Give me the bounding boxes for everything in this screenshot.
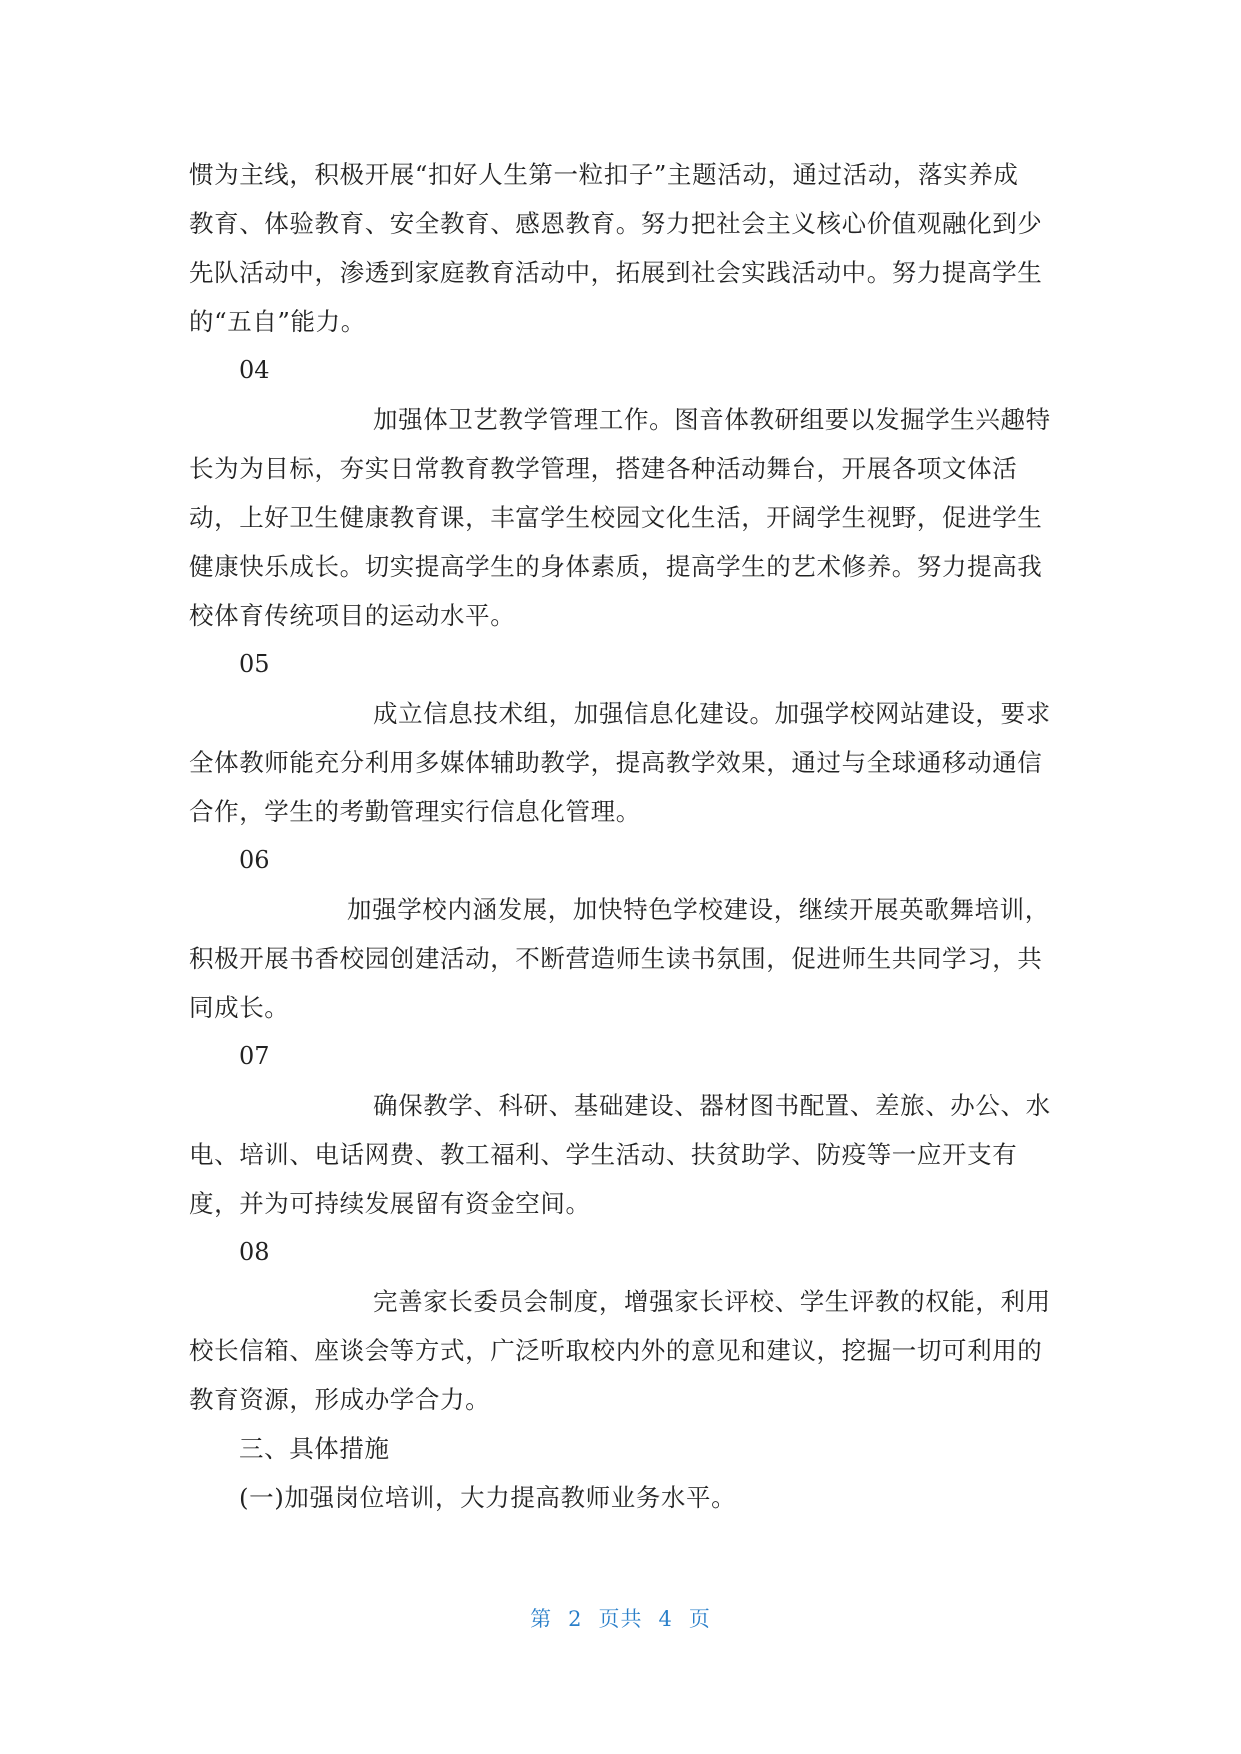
paragraph-line: 合作，学生的考勤管理实行信息化管理。: [189, 797, 641, 826]
paragraph-line: 全体教师能充分利用多媒体辅助教学，提高教学效果，通过与全球通移动通信: [189, 748, 1043, 777]
paragraph-line: 长为为目标，夯实日常教育教学管理，搭建各种活动舞台，开展各项文体活: [189, 454, 1018, 483]
paragraph: [189, 395, 1069, 640]
paragraph-line: 积极开展书香校园创建活动，不断营造师生读书氛围，促进师生共同学习，共: [189, 944, 1043, 973]
paragraph-line: (一)加强岗位培训，大力提高教师业务水平。: [239, 1483, 737, 1512]
paragraph-line: 确保教学、科研、基础建设、器材图书配置、差旅、办公、水: [373, 1091, 1051, 1120]
paragraph-line: 的“五自”能力。: [189, 307, 366, 336]
paragraph-line: 三、具体措施: [239, 1434, 390, 1463]
paragraph-line: 先队活动中，渗透到家庭教育活动中，拓展到社会实践活动中。努力提高学生: [189, 258, 1043, 287]
paragraph-line: 校体育传统项目的运动水平。: [189, 601, 516, 630]
section-number: 08: [239, 1238, 270, 1266]
paragraph-line: 惯为主线，积极开展“扣好人生第一粒扣子”主题活动，通过活动，落实养成: [189, 160, 1019, 189]
paragraph-line: 度，并为可持续发展留有资金空间。: [189, 1189, 591, 1218]
footer-prefix: 第: [530, 1607, 553, 1631]
section-number: 05: [239, 650, 270, 678]
paragraph-line: 完善家长委员会制度，增强家长评校、学生评教的权能，利用: [373, 1287, 1051, 1316]
paragraph-line: 动，上好卫生健康教育课，丰富学生校园文化生活，开阔学生视野，促进学生: [189, 503, 1043, 532]
footer-suffix: 页: [688, 1607, 711, 1631]
paragraph-line: 加强体卫艺教学管理工作。图音体教研组要以发掘学生兴趣特: [373, 405, 1051, 434]
page-footer: [0, 1603, 1241, 1633]
paragraph-line: 加强学校内涵发展，加快特色学校建设，继续开展英歌舞培训，: [347, 895, 1050, 924]
paragraph: [189, 1424, 1069, 1473]
paragraph-line: 同成长。: [189, 993, 290, 1022]
document-body: [189, 150, 1069, 1522]
paragraph-line: 校长信箱、座谈会等方式，广泛听取校内外的意见和建议，挖掘一切可利用的: [189, 1336, 1043, 1365]
footer-current-page: 2: [568, 1607, 583, 1631]
paragraph-line: 健康快乐成长。切实提高学生的身体素质，提高学生的艺术修养。努力提高我: [189, 552, 1043, 581]
paragraph-line: 教育、体验教育、安全教育、感恩教育。努力把社会主义核心价值观融化到少: [189, 209, 1043, 238]
paragraph: [189, 689, 1069, 836]
paragraph: [189, 150, 1069, 346]
footer-total-pages: 4: [658, 1607, 673, 1631]
paragraph: [189, 1277, 1069, 1424]
section-number: 06: [239, 846, 270, 874]
paragraph-line: 教育资源，形成办学合力。: [189, 1385, 491, 1414]
paragraph-line: 成立信息技术组，加强信息化建设。加强学校网站建设，要求: [373, 699, 1051, 728]
section-number: 07: [239, 1042, 270, 1070]
footer-middle: 页共: [598, 1607, 643, 1631]
paragraph-line: 电、培训、电话网费、教工福利、学生活动、扶贫助学、防疫等一应开支有: [189, 1140, 1018, 1169]
paragraph: [189, 1081, 1069, 1228]
paragraph: [189, 885, 1069, 1032]
section-number: 04: [239, 356, 270, 384]
paragraph: [189, 1473, 1069, 1522]
